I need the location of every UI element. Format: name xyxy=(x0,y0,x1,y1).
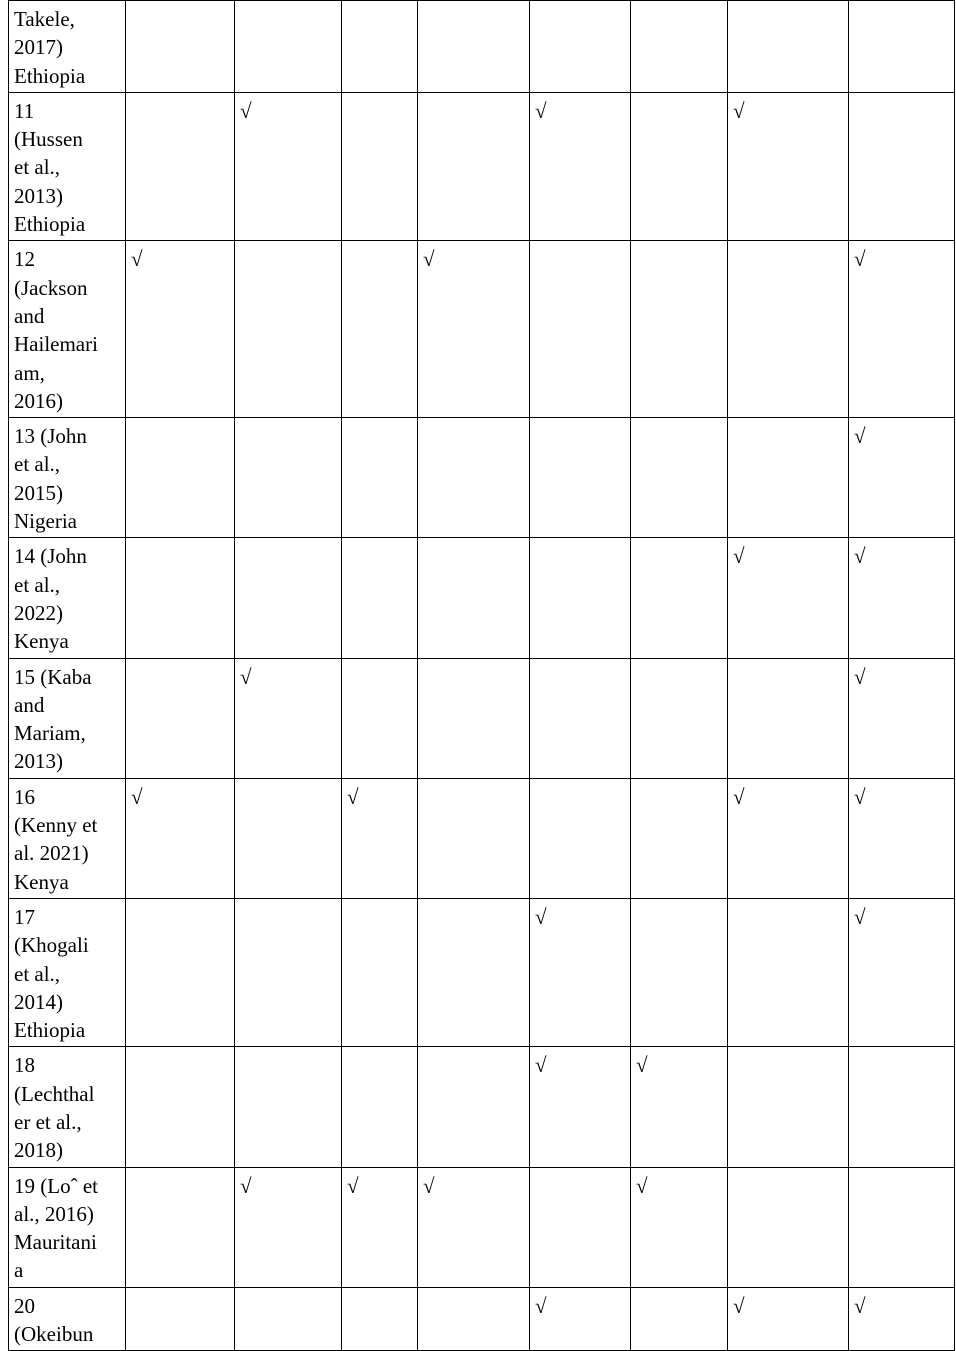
empty-cell xyxy=(418,418,530,538)
empty-cell xyxy=(728,1047,849,1167)
empty-cell xyxy=(631,241,728,418)
check-mark-cell: √ xyxy=(849,538,955,658)
table-row xyxy=(9,92,955,240)
empty-cell xyxy=(530,418,631,538)
table-row xyxy=(9,658,955,778)
empty-cell xyxy=(235,898,342,1046)
empty-cell xyxy=(631,1287,728,1351)
empty-cell xyxy=(126,1167,235,1287)
check-mark-cell: √ xyxy=(631,1047,728,1167)
study-cell: 12 (Jackson and Hailemari am, 2016) xyxy=(9,241,126,418)
empty-cell xyxy=(849,1167,955,1287)
check-mark-cell: √ xyxy=(530,92,631,240)
empty-cell xyxy=(126,1047,235,1167)
empty-cell xyxy=(530,1167,631,1287)
study-cell: 16 (Kenny et al. 2021) Kenya xyxy=(9,778,126,898)
empty-cell xyxy=(728,418,849,538)
empty-cell xyxy=(418,538,530,658)
empty-cell xyxy=(530,658,631,778)
check-mark-cell: √ xyxy=(849,898,955,1046)
check-mark-cell: √ xyxy=(418,241,530,418)
check-mark-cell: √ xyxy=(849,418,955,538)
table-row xyxy=(9,418,955,538)
empty-cell xyxy=(728,658,849,778)
empty-cell xyxy=(342,1,418,93)
check-mark-cell: √ xyxy=(235,658,342,778)
table-body xyxy=(9,1,955,1351)
empty-cell xyxy=(418,1,530,93)
empty-cell xyxy=(631,778,728,898)
empty-cell xyxy=(631,658,728,778)
empty-cell xyxy=(418,658,530,778)
table-row xyxy=(9,1287,955,1351)
check-mark-cell: √ xyxy=(530,1047,631,1167)
check-mark-cell: √ xyxy=(631,1167,728,1287)
empty-cell xyxy=(631,538,728,658)
check-mark-cell: √ xyxy=(235,92,342,240)
empty-cell xyxy=(728,1167,849,1287)
table-row xyxy=(9,1167,955,1287)
study-cell: 11 (Hussen et al., 2013) Ethiopia xyxy=(9,92,126,240)
empty-cell xyxy=(235,538,342,658)
empty-cell xyxy=(631,418,728,538)
empty-cell xyxy=(235,418,342,538)
empty-cell xyxy=(530,1,631,93)
empty-cell xyxy=(342,1287,418,1351)
study-cell: 20 (Okeibun xyxy=(9,1287,126,1351)
check-mark-cell: √ xyxy=(728,1287,849,1351)
empty-cell xyxy=(235,1047,342,1167)
check-mark-cell: √ xyxy=(849,1287,955,1351)
empty-cell xyxy=(126,538,235,658)
table-row xyxy=(9,1,955,93)
check-mark-cell: √ xyxy=(342,1167,418,1287)
empty-cell xyxy=(342,898,418,1046)
check-mark-cell: √ xyxy=(849,241,955,418)
empty-cell xyxy=(418,898,530,1046)
empty-cell xyxy=(631,92,728,240)
check-mark-cell: √ xyxy=(530,1287,631,1351)
check-mark-cell: √ xyxy=(728,778,849,898)
check-mark-cell: √ xyxy=(728,538,849,658)
empty-cell xyxy=(342,538,418,658)
table-row xyxy=(9,241,955,418)
check-mark-cell: √ xyxy=(728,92,849,240)
empty-cell xyxy=(849,92,955,240)
empty-cell xyxy=(728,1,849,93)
check-mark-cell: √ xyxy=(849,778,955,898)
empty-cell xyxy=(530,241,631,418)
empty-cell xyxy=(631,1,728,93)
study-cell: 15 (Kaba and Mariam, 2013) xyxy=(9,658,126,778)
check-mark-cell: √ xyxy=(235,1167,342,1287)
check-mark-cell: √ xyxy=(530,898,631,1046)
empty-cell xyxy=(126,658,235,778)
empty-cell xyxy=(342,658,418,778)
empty-cell xyxy=(530,778,631,898)
empty-cell xyxy=(342,418,418,538)
empty-cell xyxy=(235,1,342,93)
empty-cell xyxy=(235,778,342,898)
table-row xyxy=(9,538,955,658)
study-cell: 18 (Lechthal er et al., 2018) xyxy=(9,1047,126,1167)
empty-cell xyxy=(418,1047,530,1167)
study-cell: 19 (Loˆ et al., 2016) Mauritani a xyxy=(9,1167,126,1287)
empty-cell xyxy=(418,1287,530,1351)
empty-cell xyxy=(728,241,849,418)
empty-cell xyxy=(235,241,342,418)
empty-cell xyxy=(418,778,530,898)
empty-cell xyxy=(342,92,418,240)
study-cell: 14 (John et al., 2022) Kenya xyxy=(9,538,126,658)
table-row xyxy=(9,1047,955,1167)
empty-cell xyxy=(126,1,235,93)
empty-cell xyxy=(418,92,530,240)
empty-cell xyxy=(342,1047,418,1167)
check-mark-cell: √ xyxy=(849,658,955,778)
empty-cell xyxy=(849,1047,955,1167)
study-cell: 13 (John et al., 2015) Nigeria xyxy=(9,418,126,538)
empty-cell xyxy=(631,898,728,1046)
check-mark-cell: √ xyxy=(126,241,235,418)
check-mark-cell: √ xyxy=(126,778,235,898)
empty-cell xyxy=(849,1,955,93)
empty-cell xyxy=(126,898,235,1046)
study-cell: 17 (Khogali et al., 2014) Ethiopia xyxy=(9,898,126,1046)
empty-cell xyxy=(342,241,418,418)
table-row xyxy=(9,898,955,1046)
table-row xyxy=(9,778,955,898)
study-cell: Takele, 2017) Ethiopia xyxy=(9,1,126,93)
empty-cell xyxy=(126,1287,235,1351)
check-mark-cell: √ xyxy=(418,1167,530,1287)
study-table xyxy=(8,0,955,1351)
empty-cell xyxy=(126,92,235,240)
empty-cell xyxy=(728,898,849,1046)
check-mark-cell: √ xyxy=(342,778,418,898)
empty-cell xyxy=(530,538,631,658)
empty-cell xyxy=(126,418,235,538)
empty-cell xyxy=(235,1287,342,1351)
